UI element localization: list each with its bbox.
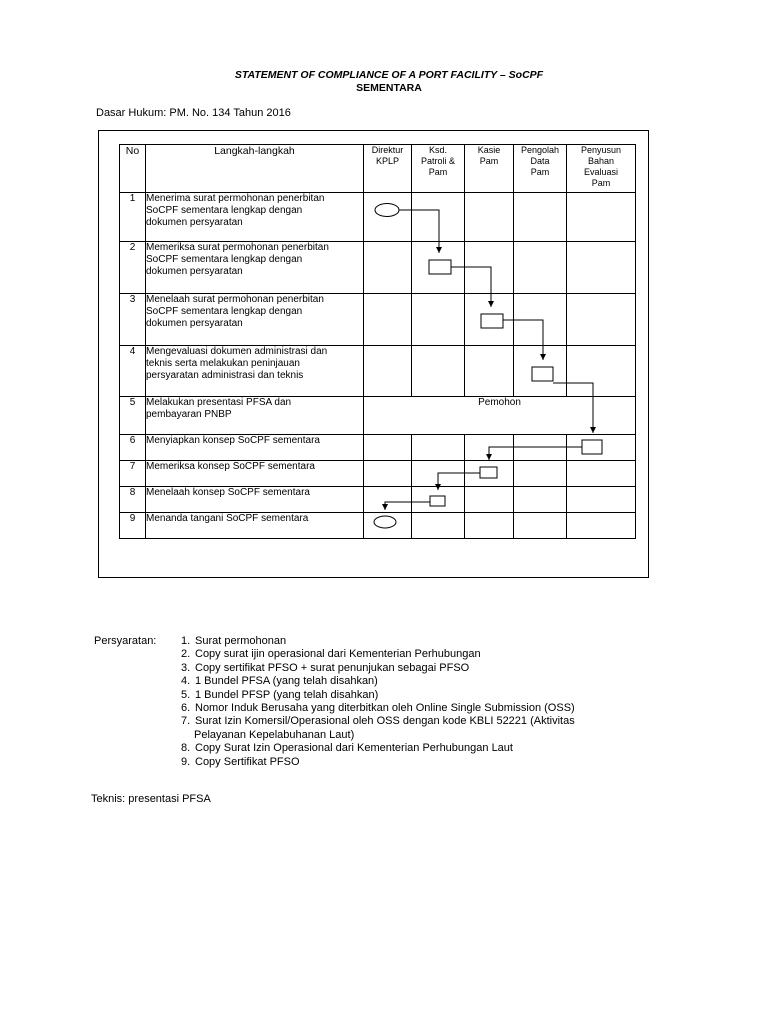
list-item-text: Surat permohonan — [195, 635, 287, 647]
role-cell — [364, 513, 412, 539]
list-item-number: 1. — [181, 635, 191, 647]
role-cell — [364, 242, 412, 294]
role-cell — [514, 461, 567, 487]
list-item-number: 9. — [181, 755, 191, 768]
role-cell — [412, 346, 465, 397]
header-steps: Langkah-langkah — [146, 145, 364, 193]
list-item-text: Pelayanan Kepelabuhanan Laut) — [194, 728, 355, 741]
table-row — [120, 346, 636, 397]
role-cell — [465, 487, 514, 513]
list-item-number: 8. — [181, 742, 191, 755]
step-number: 3 — [120, 294, 146, 346]
legal-basis: Dasar Hukum: PM. No. 134 Tahun 2016 — [96, 107, 291, 119]
step-description-line: Mengevaluasi dokumen administrasi dan — [146, 346, 328, 357]
list-item — [181, 756, 581, 769]
role-cell — [465, 513, 514, 539]
table-row — [120, 461, 636, 487]
role-cell — [465, 294, 514, 346]
table-row — [120, 294, 636, 346]
step-description — [146, 487, 364, 513]
list-item — [181, 662, 581, 675]
role-cell — [412, 435, 465, 461]
role-cell — [412, 294, 465, 346]
requirements-label: Persyaratan: — [94, 635, 157, 647]
step-description-line: SoCPF sementara lengkap dengan — [146, 205, 303, 216]
role-cell — [514, 294, 567, 346]
list-item-text: Copy Sertifikat PFSO — [195, 755, 300, 768]
document-subtitle: SEMENTARA — [356, 82, 422, 94]
list-item-number: 4. — [181, 675, 191, 688]
role-cell — [465, 435, 514, 461]
header-penyusun-bahan-evaluasi-pam: Penyusun Bahan Evaluasi Pam — [567, 145, 636, 193]
procedure-table — [119, 144, 636, 539]
step-description-line: dokumen persyaratan — [146, 318, 243, 329]
step-number: 2 — [120, 242, 146, 294]
step-number: 7 — [120, 461, 146, 487]
list-item-number: 2. — [181, 648, 191, 661]
table-row — [120, 397, 636, 435]
step-number: 1 — [120, 193, 146, 242]
role-cell — [567, 193, 636, 242]
role-cell — [412, 513, 465, 539]
step-description-line: teknis serta melakukan peninjauan — [146, 358, 300, 369]
table-row — [120, 487, 636, 513]
list-item-text: Copy sertifikat PFSO + surat penunjukan sebagai PFSO — [195, 661, 470, 674]
list-item — [181, 742, 581, 755]
table-row — [120, 435, 636, 461]
step-description — [146, 435, 364, 461]
list-item-text: 1 Bundel PFSA (yang telah disahkan) — [195, 675, 378, 688]
table-row — [120, 513, 636, 539]
list-item — [181, 635, 581, 648]
list-item-number: 3. — [181, 661, 191, 674]
step-description — [146, 513, 364, 539]
step-description — [146, 346, 364, 397]
list-item — [181, 702, 581, 715]
role-cell — [364, 461, 412, 487]
list-item-number: 6. — [181, 702, 191, 715]
step-number: 5 — [120, 397, 146, 435]
role-cell — [514, 513, 567, 539]
step-description-line: SoCPF sementara lengkap dengan — [146, 306, 303, 317]
table-row — [120, 193, 636, 242]
step-description — [146, 294, 364, 346]
role-cell — [567, 242, 636, 294]
header-direktur-kplp: Direktur KPLP — [364, 145, 412, 193]
requirements-list — [181, 635, 581, 769]
role-cell — [364, 193, 412, 242]
role-cell — [412, 487, 465, 513]
role-cell — [514, 193, 567, 242]
role-cell — [567, 435, 636, 461]
list-item-text: Surat Izin Komersil/Operasional oleh OSS dengan kode KBLI 52221 (Aktivitas — [195, 715, 575, 728]
table-header-row — [120, 145, 636, 193]
role-cell — [514, 487, 567, 513]
role-cell — [364, 487, 412, 513]
header-ksd-patroli-pam: Ksd. Patroli & Pam — [412, 145, 465, 193]
step-description — [146, 461, 364, 487]
list-item — [181, 675, 581, 688]
step-description-line: Memeriksa konsep SoCPF sementara — [146, 461, 315, 472]
step-description-line: Menanda tangani SoCPF sementara — [146, 513, 309, 524]
role-cell — [412, 461, 465, 487]
step-number: 6 — [120, 435, 146, 461]
role-cell — [364, 346, 412, 397]
step-description-line: pembayaran PNBP — [146, 409, 232, 420]
role-cell — [567, 487, 636, 513]
list-item-text: 1 Bundel PFSP (yang telah disahkan) — [195, 688, 379, 701]
role-cell — [567, 346, 636, 397]
role-cell — [465, 193, 514, 242]
step-description-line: persyaratan administrasi dan teknis — [146, 370, 304, 381]
list-item — [181, 715, 581, 742]
step-description-line: Menelaah surat permohonan penerbitan — [146, 294, 324, 305]
step-description-line: Menelaah konsep SoCPF sementara — [146, 487, 310, 498]
list-item-text: Copy surat ijin operasional dari Kementerian Perhubungan — [195, 648, 481, 661]
list-item-text: Nomor Induk Berusaha yang diterbitkan oleh Online Single Submission (OSS) — [195, 702, 575, 715]
merged-cell-pemohon: Pemohon — [364, 397, 636, 435]
role-cell — [465, 461, 514, 487]
role-cell — [412, 242, 465, 294]
list-item — [181, 689, 581, 702]
role-cell — [364, 435, 412, 461]
role-cell — [514, 346, 567, 397]
technical-note: Teknis: presentasi PFSA — [91, 793, 211, 805]
step-number: 4 — [120, 346, 146, 397]
step-description-line: Memeriksa surat permohonan penerbitan — [146, 242, 329, 253]
header-pengolah-data-pam: Pengolah Data Pam — [514, 145, 567, 193]
step-description — [146, 397, 364, 435]
list-item — [181, 648, 581, 661]
step-description-line: dokumen persyaratan — [146, 266, 243, 277]
role-cell — [567, 294, 636, 346]
step-description — [146, 242, 364, 294]
list-item-number: 5. — [181, 688, 191, 701]
step-description-line: Menerima surat permohonan penerbitan — [146, 193, 325, 204]
step-number: 8 — [120, 487, 146, 513]
role-cell — [465, 242, 514, 294]
list-item-text: Copy Surat Izin Operasional dari Kementerian Perhubungan Laut — [195, 742, 513, 755]
document-title: STATEMENT OF COMPLIANCE OF A PORT FACILITY – SoCPF — [234, 69, 544, 81]
role-cell — [364, 294, 412, 346]
role-cell — [567, 461, 636, 487]
step-description-line: Menyiapkan konsep SoCPF sementara — [146, 435, 320, 446]
role-cell — [567, 513, 636, 539]
table-row — [120, 242, 636, 294]
step-description-line: dokumen persyaratan — [146, 217, 243, 228]
role-cell — [412, 193, 465, 242]
role-cell — [514, 435, 567, 461]
step-description-line: Melakukan presentasi PFSA dan — [146, 397, 292, 408]
step-description — [146, 193, 364, 242]
header-kasie-pam: Kasie Pam — [465, 145, 514, 193]
step-description-line: SoCPF sementara lengkap dengan — [146, 254, 303, 265]
role-cell — [465, 346, 514, 397]
list-item-number: 7. — [181, 715, 191, 728]
step-number: 9 — [120, 513, 146, 539]
role-cell — [514, 242, 567, 294]
header-no: No — [120, 145, 146, 193]
